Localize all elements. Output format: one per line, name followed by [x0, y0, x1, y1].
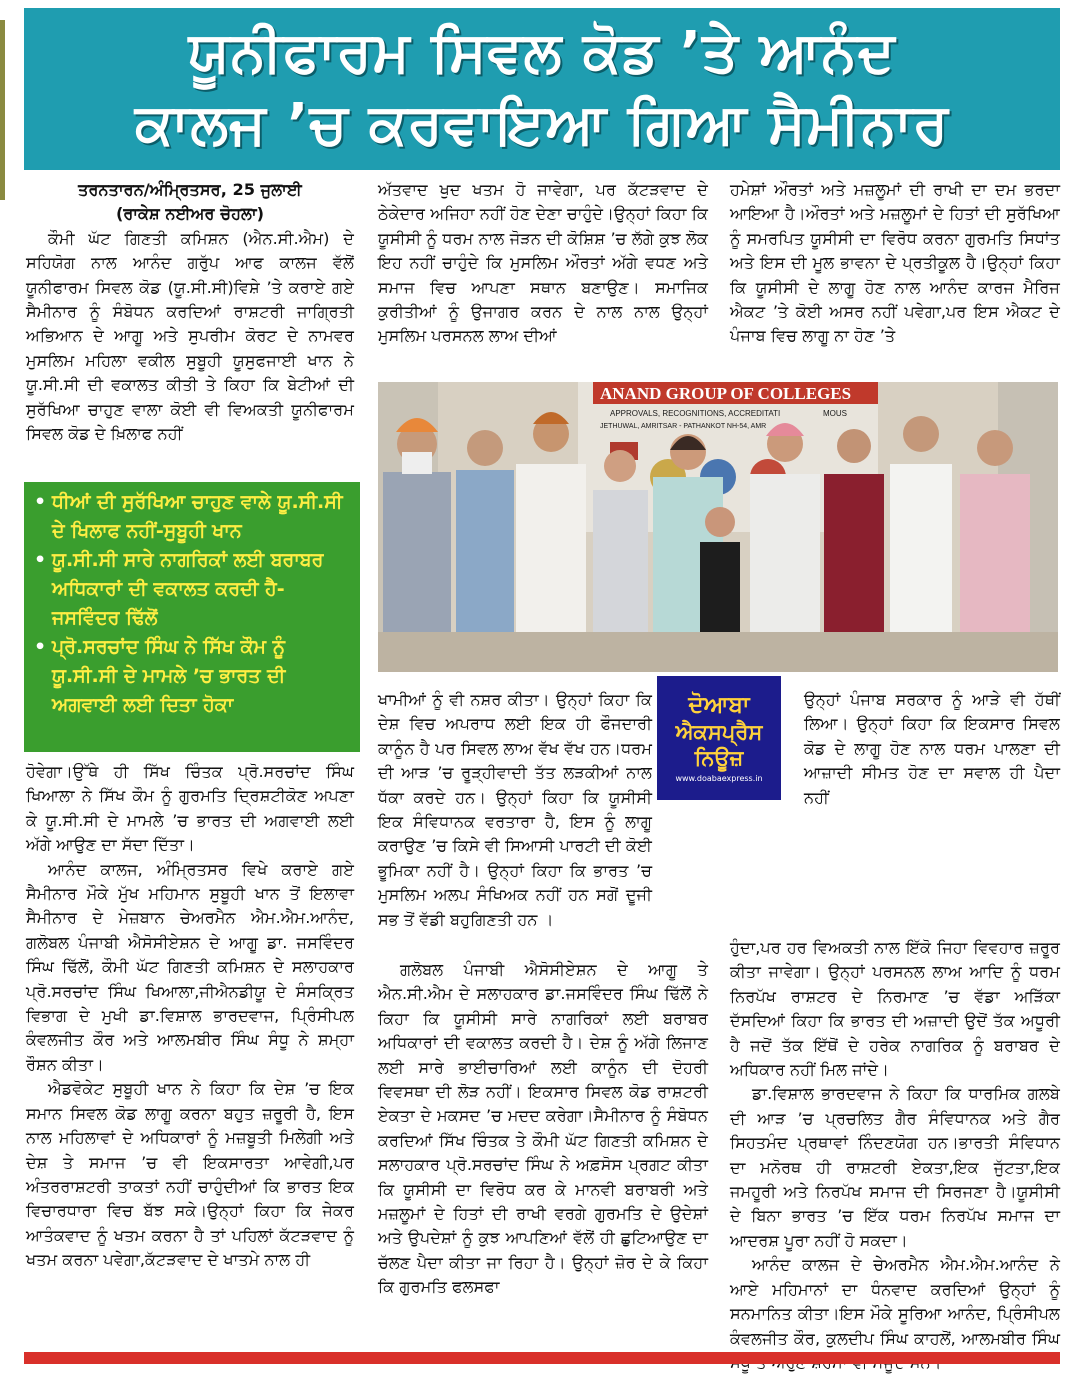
paragraph: ਐਡਵੋਕੇਟ ਸੁਬੂਹੀ ਖਾਨ ਨੇ ਕਿਹਾ ਕਿ ਦੇਸ਼ ’ਚ ਇਕ ਸਮਾਨ ਸਿਵਲ ਕੋਡ ਲਾਗੂ ਕਰਨਾ ਬਹੁਤ ਜ਼ਰੂਰੀ ਹੈ, ਇਸ ਨਾਲ ਮਹਿਲਾਵਾਂ ਦੇ ਅਧਿਕਾਰਾਂ ਨੂੰ ਮਜ਼ਬੂਤੀ ਮਿਲੇਗੀ ਅਤੇ ਦੇਸ਼ ਤੇ ਸਮਾਜ ’ਚ ਵੀ ਇਕਸਾਰਤਾ ਆਵੇਗੀ,ਪਰ ਅੰਤਰਰਾਸ਼ਟਰੀ ਤਾਕਤਾਂ ਨਹੀਂ ਚਾਹੁੰਦੀਆਂ ਕਿ ਭਾਰਤ ਇਕ ਵਿਚਾਰਧਾਰਾ ਵਿਚ ਬੱਝ ਸਕੇ।ਉਨ੍ਹਾਂ ਕਿਹਾ ਕਿ ਜੇਕਰ ਆਤੰਕਵਾਦ ਨੂੰ ਖਤਮ ਕਰਨਾ ਹੈ ਤਾਂ ਪਹਿਲਾਂ ਕੱਟੜਵਾਦ ਨੂੰ ਖਤਮ ਕਰਨਾ ਪਵੇਗਾ,ਕੱਟੜਵਾਦ ਦੇ ਖਾਤਮੇ ਨਾਲ ਹੀ [26, 1079, 354, 1270]
byline: (ਰਾਕੇਸ਼ ਨਈਅਰ ਚੋਹਲਾ) [115, 204, 265, 224]
paragraph: ਆਨੰਦ ਕਾਲਜ, ਅੰਮ੍ਰਿਤਸਰ ਵਿਖੇ ਕਰਾਏ ਗਏ ਸੈਮੀਨਾਰ ਮੌਕੇ ਮੁੱਖ ਮਹਿਮਾਨ ਸੁਬੂਹੀ ਖਾਨ ਤੋਂ ਇਲਾਵਾ ਸੈਮੀਨਾਰ ਦੇ ਮੇਜ਼ਬਾਨ ਚੇਅਰਮੈਨ ਐਮ.ਐਮ.ਆਨੰਦ, ਗਲੋਬਲ ਪੰਜਾਬੀ ਐਸੋਸੀਏਸ਼ਨ ਦੇ ਆਗੂ ਡਾ. ਜਸਵਿੰਦਰ ਸਿੰਘ ਢਿੱਲੋਂ, ਕੌਮੀ ਘੱਟ ਗਿਣਤੀ ਕਮਿਸ਼ਨ ਦੇ ਸਲਾਹਕਾਰ ਪ੍ਰੋ.ਸਰਚਾਂਦ ਸਿੰਘ ਖਿਆਲਾ,ਜੀਐਨਡੀਯੂ ਦੇ ਸੰਸਕ੍ਰਿਤ ਵਿਭਾਗ ਦੇ ਮੁਖੀ ਡਾ.ਵਿਸ਼ਾਲ ਭਾਰਦਵਾਜ, ਪ੍ਰਿੰਸੀਪਲ ਕੰਵਲਜੀਤ ਕੌਰ ਅਤੇ ਆਲਮਬੀਰ ਸਿੰਘ ਸੰਧੂ ਨੇ ਸ਼ਮ੍ਹਾ ਰੌਸ਼ਨ ਕੀਤਾ। [26, 859, 354, 1074]
column-1-top [26, 178, 354, 446]
column-2-lower [378, 958, 708, 1300]
paragraph: ਡਾ.ਵਿਸ਼ਾਲ ਭਾਰਦਵਾਜ ਨੇ ਕਿਹਾ ਕਿ ਧਾਰਮਿਕ ਗਲਬੇ ਦੀ ਆੜ ’ਚ ਪ੍ਰਚਲਿਤ ਗੈਰ ਸੰਵਿਧਾਨਕ ਅਤੇ ਗੈਰ ਸਿਹਤਮੰਦ ਪ੍ਰਥਾਵਾਂ ਨਿੰਦਣਯੋਗ ਹਨ।ਭਾਰਤੀ ਸੰਵਿਧਾਨ ਦਾ ਮਨੋਰਥ ਹੀ ਰਾਸ਼ਟਰੀ ਏਕਤਾ,ਇਕ ਜੁੱਟਤਾ,ਇਕ ਜਮਹੂਰੀ ਅਤੇ ਨਿਰਪੱਖ ਸਮਾਜ ਦੀ ਸਿਰਜਣਾ ਹੈ।ਯੂਸੀਸੀ ਦੇ ਬਿਨਾ ਭਾਰਤ ’ਚ ਇੱਕ ਧਰਮ ਨਿਰਪੱਖ ਸਮਾਜ ਦਾ ਆਦਰਸ਼ ਪੂਰਾ ਨਹੀਂ ਹੋ ਸਕਦਾ। [730, 1084, 1060, 1250]
logo-line-1: ਦੋਆਬਾ [688, 692, 750, 718]
page-edge [0, 0, 16, 1364]
highlight-item: • ਯੂ.ਸੀ.ਸੀ ਸਾਰੇ ਨਾਗਰਿਕਾਂ ਲਈ ਬਰਾਬਰ ਅਧਿਕਾਰਾਂ ਦੀ ਵਕਾਲਤ ਕਰਦੀ ਹੈ-ਜਸਵਿੰਦਰ ਢਿੱਲੋਂ [32, 546, 352, 633]
paragraph: ਉਨ੍ਹਾਂ ਪੰਜਾਬ ਸਰਕਾਰ ਨੂੰ ਆੜੇ ਵੀ ਹੱਥੀਂ ਲਿਆ। ਉਨ੍ਹਾਂ ਕਿਹਾ ਕਿ ਇਕਸਾਰ ਸਿਵਲ ਕੋਡ ਦੇ ਲਾਗੂ ਹੋਣ ਨਾਲ ਧਰਮ ਪਾਲਣਾ ਦੀ ਆਜ਼ਾਦੀ ਸੀਮਤ ਹੋਣ ਦਾ ਸਵਾਲ ਹੀ ਪੈਦਾ ਨਹੀਂ [804, 690, 1060, 807]
column-3-top [730, 178, 1060, 349]
footer-bar [24, 1352, 1060, 1364]
dateline: ਤਰਨਤਾਰਨ/ਅੰਮ੍ਰਿਤਸਰ, 25 ਜੁਲਾਈ [78, 180, 302, 199]
column-2-top [378, 178, 708, 349]
page-edge-strip [0, 20, 5, 200]
photo-sub-text-tail: MOUS [823, 409, 847, 418]
headline-banner [24, 8, 1060, 170]
highlight-item: • ਧੀਆਂ ਦੀ ਸੁਰੱਖਿਆ ਚਾਹੁਣ ਵਾਲੇ ਯੂ.ਸੀ.ਸੀ ਦੇ ਖਿਲਾਫ ਨਹੀਂ-ਸੁਬੂਹੀ ਖਾਨ [32, 488, 352, 546]
headline-line-2: ਕਾਲਜ ’ਚ ਕਰਵਾਇਆ ਗਿਆ ਸੈਮੀਨਾਰ [135, 92, 949, 157]
paragraph: ਅੱਤਵਾਦ ਖੁਦ ਖਤਮ ਹੋ ਜਾਵੇਗਾ, ਪਰ ਕੱਟੜਵਾਦ ਦੇ ਠੇਕੇਦਾਰ ਅਜਿਹਾ ਨਹੀਂ ਹੋਣ ਦੇਣਾ ਚਾਹੁੰਦੇ।ਉਨ੍ਹਾਂ ਕਿਹਾ ਕਿ ਯੂਸੀਸੀ ਨੂੰ ਧਰਮ ਨਾਲ ਜੋੜਨ ਦੀ ਕੋਸ਼ਿਸ਼ ’ਚ ਲੱਗੇ ਕੁਝ ਲੋਕ ਇਹ ਨਹੀਂ ਚਾਹੁੰਦੇ ਕਿ ਮੁਸਲਿਮ ਔਰਤਾਂ ਅੱਗੇ ਵਧਣ ਅਤੇ ਸਮਾਜ ਵਿਚ ਆਪਣਾ ਸਥਾਨ ਬਣਾਉਣ। ਸਮਾਜਿਕ ਕੁਰੀਤੀਆਂ ਨੂੰ ਉਜਾਗਰ ਕਰਨ ਦੇ ਨਾਲ ਨਾਲ ਉਨ੍ਹਾਂ ਮੁਸਲਿਮ ਪਰਸਨਲ ਲਾਅ ਦੀਆਂ [378, 180, 708, 346]
highlight-item: • ਪ੍ਰੋ.ਸਰਚਾਂਦ ਸਿੰਘ ਨੇ ਸਿੱਖ ਕੌਮ ਨੂੰ ਯੂ.ਸੀ.ਸੀ ਦੇ ਮਾਮਲੇ ’ਚ ਭਾਰਤ ਦੀ ਅਗਵਾਈ ਲਈ ਦਿਤਾ ਹੋਕਾ [32, 633, 352, 720]
photo-sub-text: APPROVALS, RECOGNITIONS, ACCREDITATI [610, 409, 781, 418]
highlights-box [24, 482, 360, 752]
paragraph: ਗਲੋਬਲ ਪੰਜਾਬੀ ਐਸੋਸੀਏਸ਼ਨ ਦੇ ਆਗੂ ਤੇ ਐਨ.ਸੀ.ਐਮ ਦੇ ਸਲਾਹਕਾਰ ਡਾ.ਜਸਵਿੰਦਰ ਸਿੰਘ ਢਿੱਲੋਂ ਨੇ ਕਿਹਾ ਕਿ ਯੂਸੀਸੀ ਸਾਰੇ ਨਾਗਰਿਕਾਂ ਲਈ ਬਰਾਬਰ ਅਧਿਕਾਰਾਂ ਦੀ ਵਕਾਲਤ ਕਰਦੀ ਹੈ। ਦੇਸ਼ ਨੂੰ ਅੱਗੇ ਲਿਜਾਣ ਲਈ ਸਾਰੇ ਭਾਈਚਾਰਿਆਂ ਲਈ ਕਾਨੂੰਨ ਦੀ ਦੋਹਰੀ ਵਿਵਸਥਾ ਦੀ ਲੋੜ ਨਹੀਂ। ਇਕਸਾਰ ਸਿਵਲ ਕੋਡ ਰਾਸ਼ਟਰੀ ਏਕਤਾ ਦੇ ਮਕਸਦ ’ਚ ਮਦਦ ਕਰੇਗਾ।ਸੈਮੀਨਾਰ ਨੂੰ ਸੰਬੋਧਨ ਕਰਦਿਆਂ ਸਿੱਖ ਚਿੰਤਕ ਤੇ ਕੌਮੀ ਘੱਟ ਗਿਣਤੀ ਕਮਿਸ਼ਨ ਦੇ ਸਲਾਹਕਾਰ ਪ੍ਰੋ.ਸਰਚਾਂਦ ਸਿੰਘ ਨੇ ਅਫ਼ਸੋਸ ਪ੍ਰਗਟ ਕੀਤਾ ਕਿ ਯੂਸੀਸੀ ਦਾ ਵਿਰੋਧ ਕਰ ਕੇ ਮਾਨਵੀ ਬਰਾਬਰੀ ਅਤੇ ਮਜ਼ਲੂਮਾਂ ਦੇ ਹਿਤਾਂ ਦੀ ਰਾਖੀ ਵਰਗੇ ਗੁਰਮਤਿ ਦੇ ਉਦੇਸ਼ਾਂ ਅਤੇ ਉਪਦੇਸ਼ਾਂ ਨੂੰ ਕੁਝ ਆਪਣਿਆਂ ਵੱਲੋਂ ਹੀ ਛੁਟਿਆਉਣ ਦਾ ਚੱਲਣ ਪੈਦਾ ਕੀਤਾ ਜਾ ਰਿਹਾ ਹੈ। ਉਨ੍ਹਾਂ ਜ਼ੋਰ ਦੇ ਕੇ ਕਿਹਾ ਕਿ ਗੁਰਮਤਿ ਫਲਸਫਾ [378, 960, 708, 1297]
paragraph: ਆਨੰਦ ਕਾਲਜ ਦੇ ਚੇਅਰਮੈਨ ਐਮ.ਐਮ.ਆਨੰਦ ਨੇ ਆਏ ਮਹਿਮਾਨਾਂ ਦਾ ਧੰਨਵਾਦ ਕਰਦਿਆਂ ਉਨ੍ਹਾਂ ਨੂੰ ਸਨਮਾਨਿਤ ਕੀਤਾ।ਇਸ ਮੌਕੇ ਸੂਰਿਆ ਆਨੰਦ, ਪ੍ਰਿੰਸੀਪਲ ਕੰਵਲਜੀਤ ਕੌਰ, ਕੁਲਦੀਪ ਸਿੰਘ ਕਾਹਲੋਂ, ਆਲਮਬੀਰ ਸਿੰਘ [730, 1255, 1060, 1348]
column-3-bottom [804, 688, 1060, 810]
paragraph: ਹਮੇਸ਼ਾਂ ਔਰਤਾਂ ਅਤੇ ਮਜ਼ਲੂਮਾਂ ਦੀ ਰਾਖੀ ਦਾ ਦਮ ਭਰਦਾ ਆਇਆ ਹੈ।ਔਰਤਾਂ ਅਤੇ ਮਜ਼ਲੂਮਾਂ ਦੇ ਹਿਤਾਂ ਦੀ ਸੁਰੱਖਿਆ ਨੂੰ ਸਮਰਪਿਤ ਯੂਸੀਸੀ ਦਾ ਵਿਰੋਧ ਕਰਨਾ ਗੁਰਮਤਿ ਸਿਧਾਂਤ ਅਤੇ ਇਸ ਦੀ ਮੂਲ ਭਾਵਨਾ ਦੇ ਪ੍ਰਤੀਕੂਲ ਹੈ।ਉਨ੍ਹਾਂ ਕਿਹਾ ਕਿ ਯੂਸੀਸੀ ਦੇ ਲਾਗੂ ਹੋਣ ਨਾਲ ਆਨੰਦ ਕਾਰਜ ਮੈਰਿਜ ਐਕਟ ’ਤੇ ਕੋਈ ਅਸਰ ਨਹੀਂ ਪਵੇਗਾ,ਪਰ ਇਸ ਐਕਟ ਦੇ ਪੰਜਾਬ ਵਿਚ ਲਾਗੂ ਨਾ ਹੋਣ ’ਤੇ [730, 180, 1060, 346]
lead-paragraph: ਕੌਮੀ ਘੱਟ ਗਿਣਤੀ ਕਮਿਸ਼ਨ (ਐਨ.ਸੀ.ਐਮ) ਦੇ ਸਹਿਯੋਗ ਨਾਲ ਆਨੰਦ ਗਰੁੱਪ ਆਫ ਕਾਲਜ ਵੱਲੋਂ ਯੂਨੀਫਾਰਮ ਸਿਵਲ ਕੋਡ (ਯੂ.ਸੀ.ਸੀ)ਵਿਸ਼ੇ ’ਤੇ ਕਰਾਏ ਗਏ ਸੈਮੀਨਾਰ ਨੂੰ ਸੰਬੋਧਨ ਕਰਦਿਆਂ ਰਾਸ਼ਟਰੀ ਜਾਗ੍ਰਿਤੀ ਅਭਿਆਨ ਦੇ ਆਗੂ ਅਤੇ ਸੁਪਰੀਮ ਕੋਰਟ ਦੇ ਨਾਮਵਰ ਮੁਸਲਿਮ ਮਹਿਲਾ ਵਕੀਲ ਸੁਬੂਹੀ ਯੂਸੁਫਜਾਈ ਖਾਨ ਨੇ ਯੂ.ਸੀ.ਸੀ ਦੀ ਵਕਾਲਤ ਕੀਤੀ ਤੇ ਕਿਹਾ ਕਿ ਬੇਟੀਆਂ ਦੀ ਸੁਰੱਖਿਆ ਚਾਹੁਣ ਵਾਲਾ ਕੋਈ ਵੀ ਵਿਅਕਤੀ ਯੂਨੀਫਾਰਮ ਸਿਵਲ ਕੋਡ ਦੇ ਖ਼ਿਲਾਫ ਨਹੀਂ [26, 228, 354, 444]
photo-address-text: JETHUWAL, AMRITSAR - PATHANKOT NH-54, AMR [600, 423, 767, 430]
column-1-bottom [26, 760, 354, 1273]
logo-url: www.doabaexpress.in [675, 774, 763, 783]
paragraph: ਖਾਮੀਆਂ ਨੂੰ ਵੀ ਨਸ਼ਰ ਕੀਤਾ। ਉਨ੍ਹਾਂ ਕਿਹਾ ਕਿ ਦੇਸ਼ ਵਿਚ ਅਪਰਾਧ ਲਈ ਇਕ ਹੀ ਫੌਜਦਾਰੀ ਕਾਨੂੰਨ ਹੈ ਪਰ ਸਿਵਲ ਲਾਅ ਵੱਖ ਵੱਖ ਹਨ।ਧਰਮ ਦੀ ਆੜ ’ਚ ਰੂੜ੍ਹੀਵਾਦੀ ਤੱਤ ਲੜਕੀਆਂ ਨਾਲ ਧੱਕਾ ਕਰਦੇ ਹਨ। ਉਨ੍ਹਾਂ ਕਿਹਾ ਕਿ ਯੂਸੀਸੀ ਇਕ ਸੰਵਿਧਾਨਕ ਵਰਤਾਰਾ ਹੈ, ਇਸ ਨੂੰ ਲਾਗੂ ਕਰਾਉਣ ’ਚ ਕਿਸੇ ਵੀ ਸਿਆਸੀ ਪਾਰਟੀ ਦੀ ਕੋਈ ਭੂਮਿਕਾ ਨਹੀਂ ਹੈ। ਉਨ੍ਹਾਂ ਕਿਹਾ ਕਿ ਭਾਰਤ ’ਚ ਮੁਸਲਿਮ ਅਲਪ ਸੰਖਿਅਕ ਨਹੀਂ ਹਨ ਸਗੋਂ ਦੂਜੀ ਸਭ ਤੋਂ ਵੱਡੀ ਬਹੁਗਿਣਤੀ ਹਨ । [378, 690, 652, 929]
column-3-lower [730, 936, 1060, 1375]
logo-line-2: ਐਕਸਪ੍ਰੈਸ [675, 720, 763, 744]
column-2-bottom [378, 688, 652, 932]
photo-banner-text: ANAND GROUP OF COLLEGES [600, 384, 852, 403]
paragraph: ਹੋਵੇਗਾ।ਉੱਥੇ ਹੀ ਸਿੱਖ ਚਿੰਤਕ ਪ੍ਰੋ.ਸਰਚਾਂਦ ਸਿੰਘ ਖਿਆਲਾ ਨੇ ਸਿੱਖ ਕੌਮ ਨੂੰ ਗੁਰਮਤਿ ਦ੍ਰਿਸ਼ਟੀਕੋਣ ਅਪਣਾ ਕੇ ਯੂ.ਸੀ.ਸੀ ਦੇ ਮਾਮਲੇ ’ਚ ਭਾਰਤ ਦੀ ਅਗਵਾਈ ਲਈ ਅੱਗੇ ਆਉਣ ਦਾ ਸੱਦਾ ਦਿੱਤਾ। [26, 762, 354, 855]
headline-line-1: ਯੂਨੀਫਾਰਮ ਸਿਵਲ ਕੋਡ ’ਤੇ ਆਨੰਦ [188, 20, 896, 85]
doaba-express-logo [657, 676, 781, 800]
logo-line-3: ਨਿਊਜ਼ [694, 746, 744, 770]
event-photo [378, 382, 1058, 672]
paragraph: ਹੁੰਦਾ,ਪਰ ਹਰ ਵਿਅਕਤੀ ਨਾਲ ਇੱਕੋ ਜਿਹਾ ਵਿਵਹਾਰ ਜ਼ਰੂਰ ਕੀਤਾ ਜਾਵੇਗਾ। ਉਨ੍ਹਾਂ ਪਰਸਨਲ ਲਾਅ ਆਦਿ ਨੂੰ ਧਰਮ ਨਿਰਪੱਖ ਰਾਸ਼ਟਰ ਦੇ ਨਿਰਮਾਣ ’ਚ ਵੱਡਾ ਅੜਿੱਕਾ ਦੱਸਦਿਆਂ ਕਿਹਾ ਕਿ ਭਾਰਤ ਦੀ ਅਜ਼ਾਦੀ ਉਦੋਂ ਤੱਕ ਅਧੂਰੀ ਹੈ ਜਦੋਂ ਤੱਕ ਇੱਥੋਂ ਦੇ ਹਰੇਕ ਨਾਗਰਿਕ ਨੂੰ ਬਰਾਬਰ ਦੇ ਅਧਿਕਾਰ ਨਹੀਂ ਮਿਲ ਜਾਂਦੇ। [730, 938, 1060, 1080]
